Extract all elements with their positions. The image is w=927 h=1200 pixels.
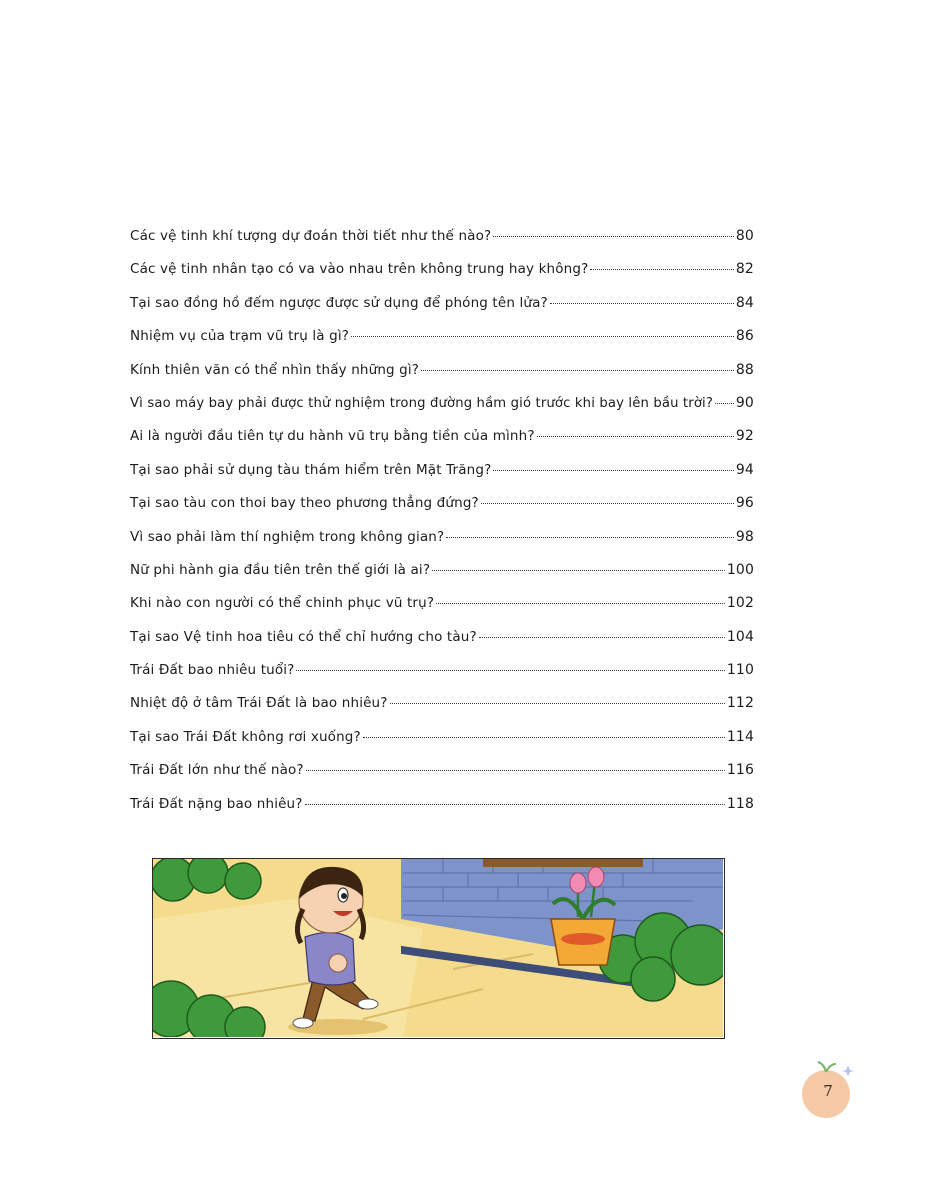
toc-entry[interactable]	[130, 322, 754, 355]
toc-entry[interactable]	[130, 489, 754, 522]
toc-entry[interactable]	[130, 389, 754, 422]
toc-entry-page: 118	[726, 795, 754, 812]
toc-dot-leader	[363, 737, 725, 738]
toc-entry-page: 102	[726, 595, 754, 612]
toc-dot-leader	[493, 470, 733, 471]
toc-dot-leader	[446, 537, 734, 538]
toc-entry-title: Vì sao máy bay phải được thử nghiệm trong đường hầm gió trước khi bay lên bầu trời?	[130, 395, 713, 411]
toc-dot-leader	[296, 670, 724, 671]
toc-entry-title: Nhiệt độ ở tâm Trái Đất là bao nhiêu?	[130, 695, 388, 712]
toc-dot-leader	[351, 336, 734, 337]
toc-entry[interactable]	[130, 356, 754, 389]
toc-entry-page: 104	[726, 628, 754, 645]
toc-entry-page: 116	[726, 762, 754, 779]
toc-entry-page: 112	[726, 695, 754, 712]
toc-entry[interactable]	[130, 756, 754, 789]
toc-entry[interactable]	[130, 456, 754, 489]
toc-entry-page: 114	[726, 728, 754, 745]
toc-entry-title: Khi nào con người có thể chinh phục vũ trụ?	[130, 595, 435, 612]
toc-entry-page: 88	[735, 361, 754, 378]
illustration-scene	[153, 859, 723, 1037]
toc-entry-title: Các vệ tinh nhân tạo có va vào nhau trên không trung hay không?	[130, 261, 589, 278]
window-sill	[483, 859, 643, 867]
page-number-badge	[800, 1060, 856, 1120]
toc-entry[interactable]	[130, 289, 754, 322]
toc-entry-page: 80	[735, 228, 754, 244]
toc-entry-title: Tại sao Vệ tinh hoa tiêu có thể chỉ hướng cho tàu?	[130, 628, 477, 645]
toc-dot-leader	[421, 370, 734, 371]
toc-dot-leader	[436, 603, 725, 604]
toc-entry-title: Ai là người đầu tiên tự du hành vũ trụ bằng tiền của mình?	[130, 428, 535, 445]
toc-entry[interactable]	[130, 422, 754, 455]
toc-dot-leader	[390, 703, 725, 704]
toc-entry-page: 86	[735, 328, 754, 345]
toc-entry-page: 96	[735, 495, 754, 512]
toc-entry-title: Kính thiên văn có thể nhìn thấy những gì?	[130, 361, 420, 378]
toc-entry[interactable]	[130, 589, 754, 622]
toc-entry-title: Nhiệm vụ của trạm vũ trụ là gì?	[130, 328, 350, 345]
toc-dot-leader	[537, 436, 734, 437]
toc-entry[interactable]	[130, 723, 754, 756]
toc-dot-leader	[305, 804, 725, 805]
page-number: 7	[823, 1082, 833, 1100]
toc-entry[interactable]	[130, 255, 754, 288]
toc-entry-title: Tại sao Trái Đất không rơi xuống?	[130, 728, 361, 745]
toc-entry[interactable]	[130, 790, 754, 823]
toc-entry-title: Vì sao phải làm thí nghiệm trong không gian?	[130, 528, 445, 545]
toc-dot-leader	[479, 637, 725, 638]
toc-entry-page: 100	[726, 561, 754, 578]
toc-entry-title: Trái Đất lớn như thế nào?	[130, 762, 304, 779]
toc-entry-title: Nữ phi hành gia đầu tiên trên thế giới là ai?	[130, 561, 431, 578]
toc-entry-title: Tại sao tàu con thoi bay theo phương thẳng đứng?	[130, 495, 479, 512]
toc-entry[interactable]	[130, 523, 754, 556]
toc-entry-page: 84	[735, 294, 754, 311]
toc-entry-title: Trái Đất nặng bao nhiêu?	[130, 795, 303, 812]
toc-entry-page: 92	[735, 428, 754, 445]
toc-dot-leader	[715, 403, 734, 404]
toc-dot-leader	[493, 236, 734, 237]
toc-dot-leader	[306, 770, 725, 771]
toc-dot-leader	[481, 503, 734, 504]
toc-entry-page: 110	[726, 662, 754, 679]
toc-entry[interactable]	[130, 222, 754, 255]
toc-entry[interactable]	[130, 689, 754, 722]
toc-entry[interactable]	[130, 656, 754, 689]
toc-entry[interactable]	[130, 623, 754, 656]
toc-entry-title: Tại sao đồng hồ đếm ngược được sử dụng để phóng tên lửa?	[130, 294, 548, 311]
toc-entry-page: 98	[735, 528, 754, 545]
toc-dot-leader	[550, 303, 734, 304]
toc-dot-leader	[590, 269, 733, 270]
toc-entry-page: 82	[735, 261, 754, 278]
toc-dot-leader	[432, 570, 725, 571]
toc-entry-title: Tại sao phải sử dụng tàu thám hiểm trên Mặt Trăng?	[130, 461, 492, 478]
toc-entry-title: Trái Đất bao nhiêu tuổi?	[130, 662, 295, 679]
toc-entry[interactable]	[130, 556, 754, 589]
table-of-contents	[130, 222, 754, 823]
toc-entry-page: 90	[735, 394, 754, 411]
cartoon-girl-walking-illustration	[152, 858, 725, 1039]
toc-entry-title: Các vệ tinh khí tượng dự đoán thời tiết như thế nào?	[130, 228, 492, 244]
toc-entry-page: 94	[735, 461, 754, 478]
